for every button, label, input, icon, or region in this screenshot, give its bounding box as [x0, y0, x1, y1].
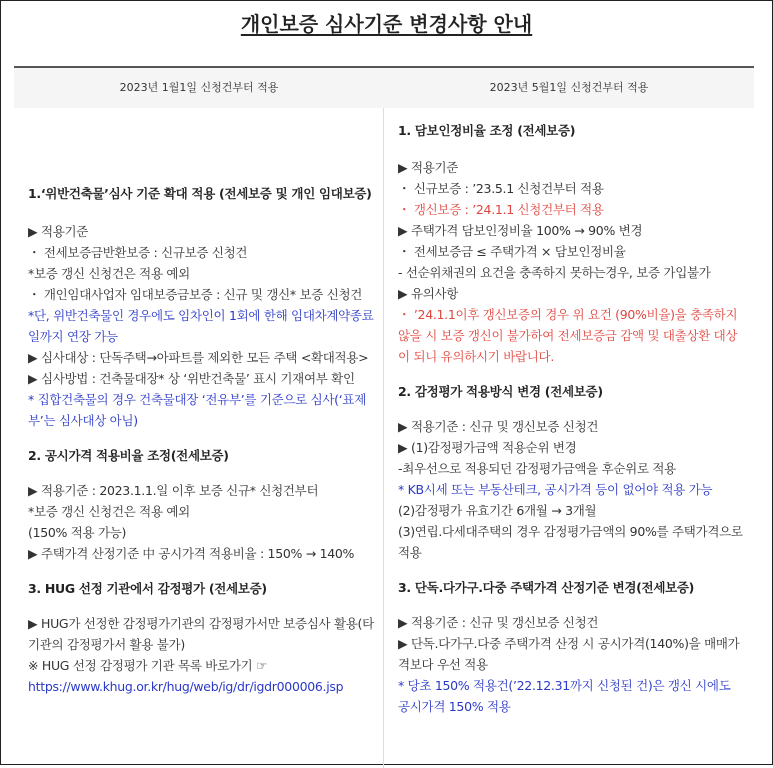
text-line: ▶ 주택가격 산정기준 中 공시가격 적용비율 : 150% → 140% [28, 546, 355, 561]
column-header-right: 2023년 5월1일 신청건부터 적용 [384, 68, 754, 108]
text-line: (2)감정평가 유효기간 6개월 → 3개월 [398, 503, 597, 518]
text-line: ▶ 심사대상 : 단독주택→아파트를 제외한 모든 주택 <확대적용> [28, 350, 369, 365]
text-line: ・ 전세보증금 ≤ 주택가격 × 담보인정비율 [398, 244, 626, 259]
highlight-line: ・ 갱신보증 : ’24.1.1 신청건부터 적용 [398, 202, 604, 217]
right-column [398, 108, 747, 717]
text-line: ▶ 단독.다가구.다중 주택가격 산정 시 공시가격(140%)을 매매가격보다 우선 적용 [398, 636, 740, 672]
page-title: 개인보증 심사기준 변경사항 안내 [240, 12, 533, 36]
section-title: 1.‘위반건축물’심사 기준 확대 적용 (전세보증 및 개인 임대보증) [28, 186, 372, 201]
hug-appraiser-list-link[interactable]: https://www.khug.or.kr/hug/web/ig/dr/igdr000006.jsp [28, 679, 344, 694]
text-line: *보증 갱신 신청건은 적용 예외 [28, 266, 190, 281]
section-title: 1. 담보인정비율 조정 (전세보증) [398, 123, 576, 138]
text-line: -최우선으로 적용되던 감정평가금액을 후순위로 적용 [398, 461, 676, 476]
text-line: ▶ 유의사항 [398, 286, 459, 301]
text-line: ▶ 적용기준 : 신규 및 갱신보증 신청건 [398, 419, 599, 434]
text-line: ▶ HUG가 선정한 감정평가기관의 감정평가서만 보증심사 활용(타 기관의 감정평가서 활용 불가) [28, 616, 378, 652]
note-line: * KB시세 또는 부동산테크, 공시가격 등이 없어야 적용 가능 [398, 482, 713, 497]
text-line: (150% 적용 가능) [28, 525, 127, 540]
text-line: ※ HUG 선정 감정평가 기관 목록 바로가기 ☞ [28, 658, 267, 673]
text-line: ▶ 적용기준 : 신규 및 갱신보증 신청건 [398, 615, 599, 630]
text-line: ▶ 주택가격 담보인정비율 100% → 90% 변경 [398, 223, 643, 238]
column-header-left: 2023년 1월1일 신청건부터 적용 [14, 68, 384, 108]
column-divider [383, 108, 384, 768]
text-line: (3)연립.다세대주택의 경우 감정평가금액의 90%를 주택가격으로 적용 [398, 524, 747, 560]
comparison-table [14, 66, 754, 766]
warning-line: ・ ’24.1.1이후 갱신보증의 경우 위 요건 (90%비율)을 충족하지 않을 시 보증 갱신이 불가하여 전세보증금 감액 및 대출상환 대상이 되니 유의하시기 바랍니다. [398, 307, 741, 364]
text-line: ▶ (1)감정평가금액 적용순위 변경 [398, 440, 577, 455]
text-line: ▶ 적용기준 [398, 160, 459, 175]
note-line: * 집합건축물의 경우 건축물대장 ‘전유부’를 기준으로 심사(‘표제부’는 심사대상 아님) [28, 392, 366, 428]
text-line: *보증 갱신 신청건은 적용 예외 [28, 504, 190, 519]
text-line: ▶ 심사방법 : 건축물대장* 상 ‘위반건축물’ 표시 기재여부 확인 [28, 371, 355, 386]
section-title: 2. 공시가격 적용비율 조정(전세보증) [28, 448, 229, 463]
text-line: ▶ 적용기준 [28, 224, 89, 239]
text-line: ・ 신규보증 : ’23.5.1 신청건부터 적용 [398, 181, 604, 196]
note-line: *단, 위반건축물인 경우에도 임차인이 1회에 한해 임대차계약종료일까지 연장 가능 [28, 308, 374, 344]
text-line: ・ 개인임대사업자 임대보증금보증 : 신규 및 갱신* 보증 신청건 [28, 287, 363, 302]
text-line: ▶ 적용기준 : 2023.1.1.일 이후 보증 신규* 신청건부터 [28, 483, 319, 498]
section-title: 3. HUG 선정 기관에서 감정평가 (전세보증) [28, 581, 267, 596]
section-title: 3. 단독.다가구.다중 주택가격 산정기준 변경(전세보증) [398, 580, 695, 595]
left-column [28, 108, 378, 697]
note-line: * 당초 150% 적용건(’22.12.31까지 신청된 건)은 갱신 시에도 공시가격 150% 적용 [398, 678, 735, 714]
section-title: 2. 감정평가 적용방식 변경 (전세보증) [398, 384, 603, 399]
text-line: ・ 전세보증금반환보증 : 신규보증 신청건 [28, 245, 248, 260]
text-line: - 선순위채권의 요건을 충족하지 못하는경우, 보증 가입불가 [398, 265, 711, 280]
